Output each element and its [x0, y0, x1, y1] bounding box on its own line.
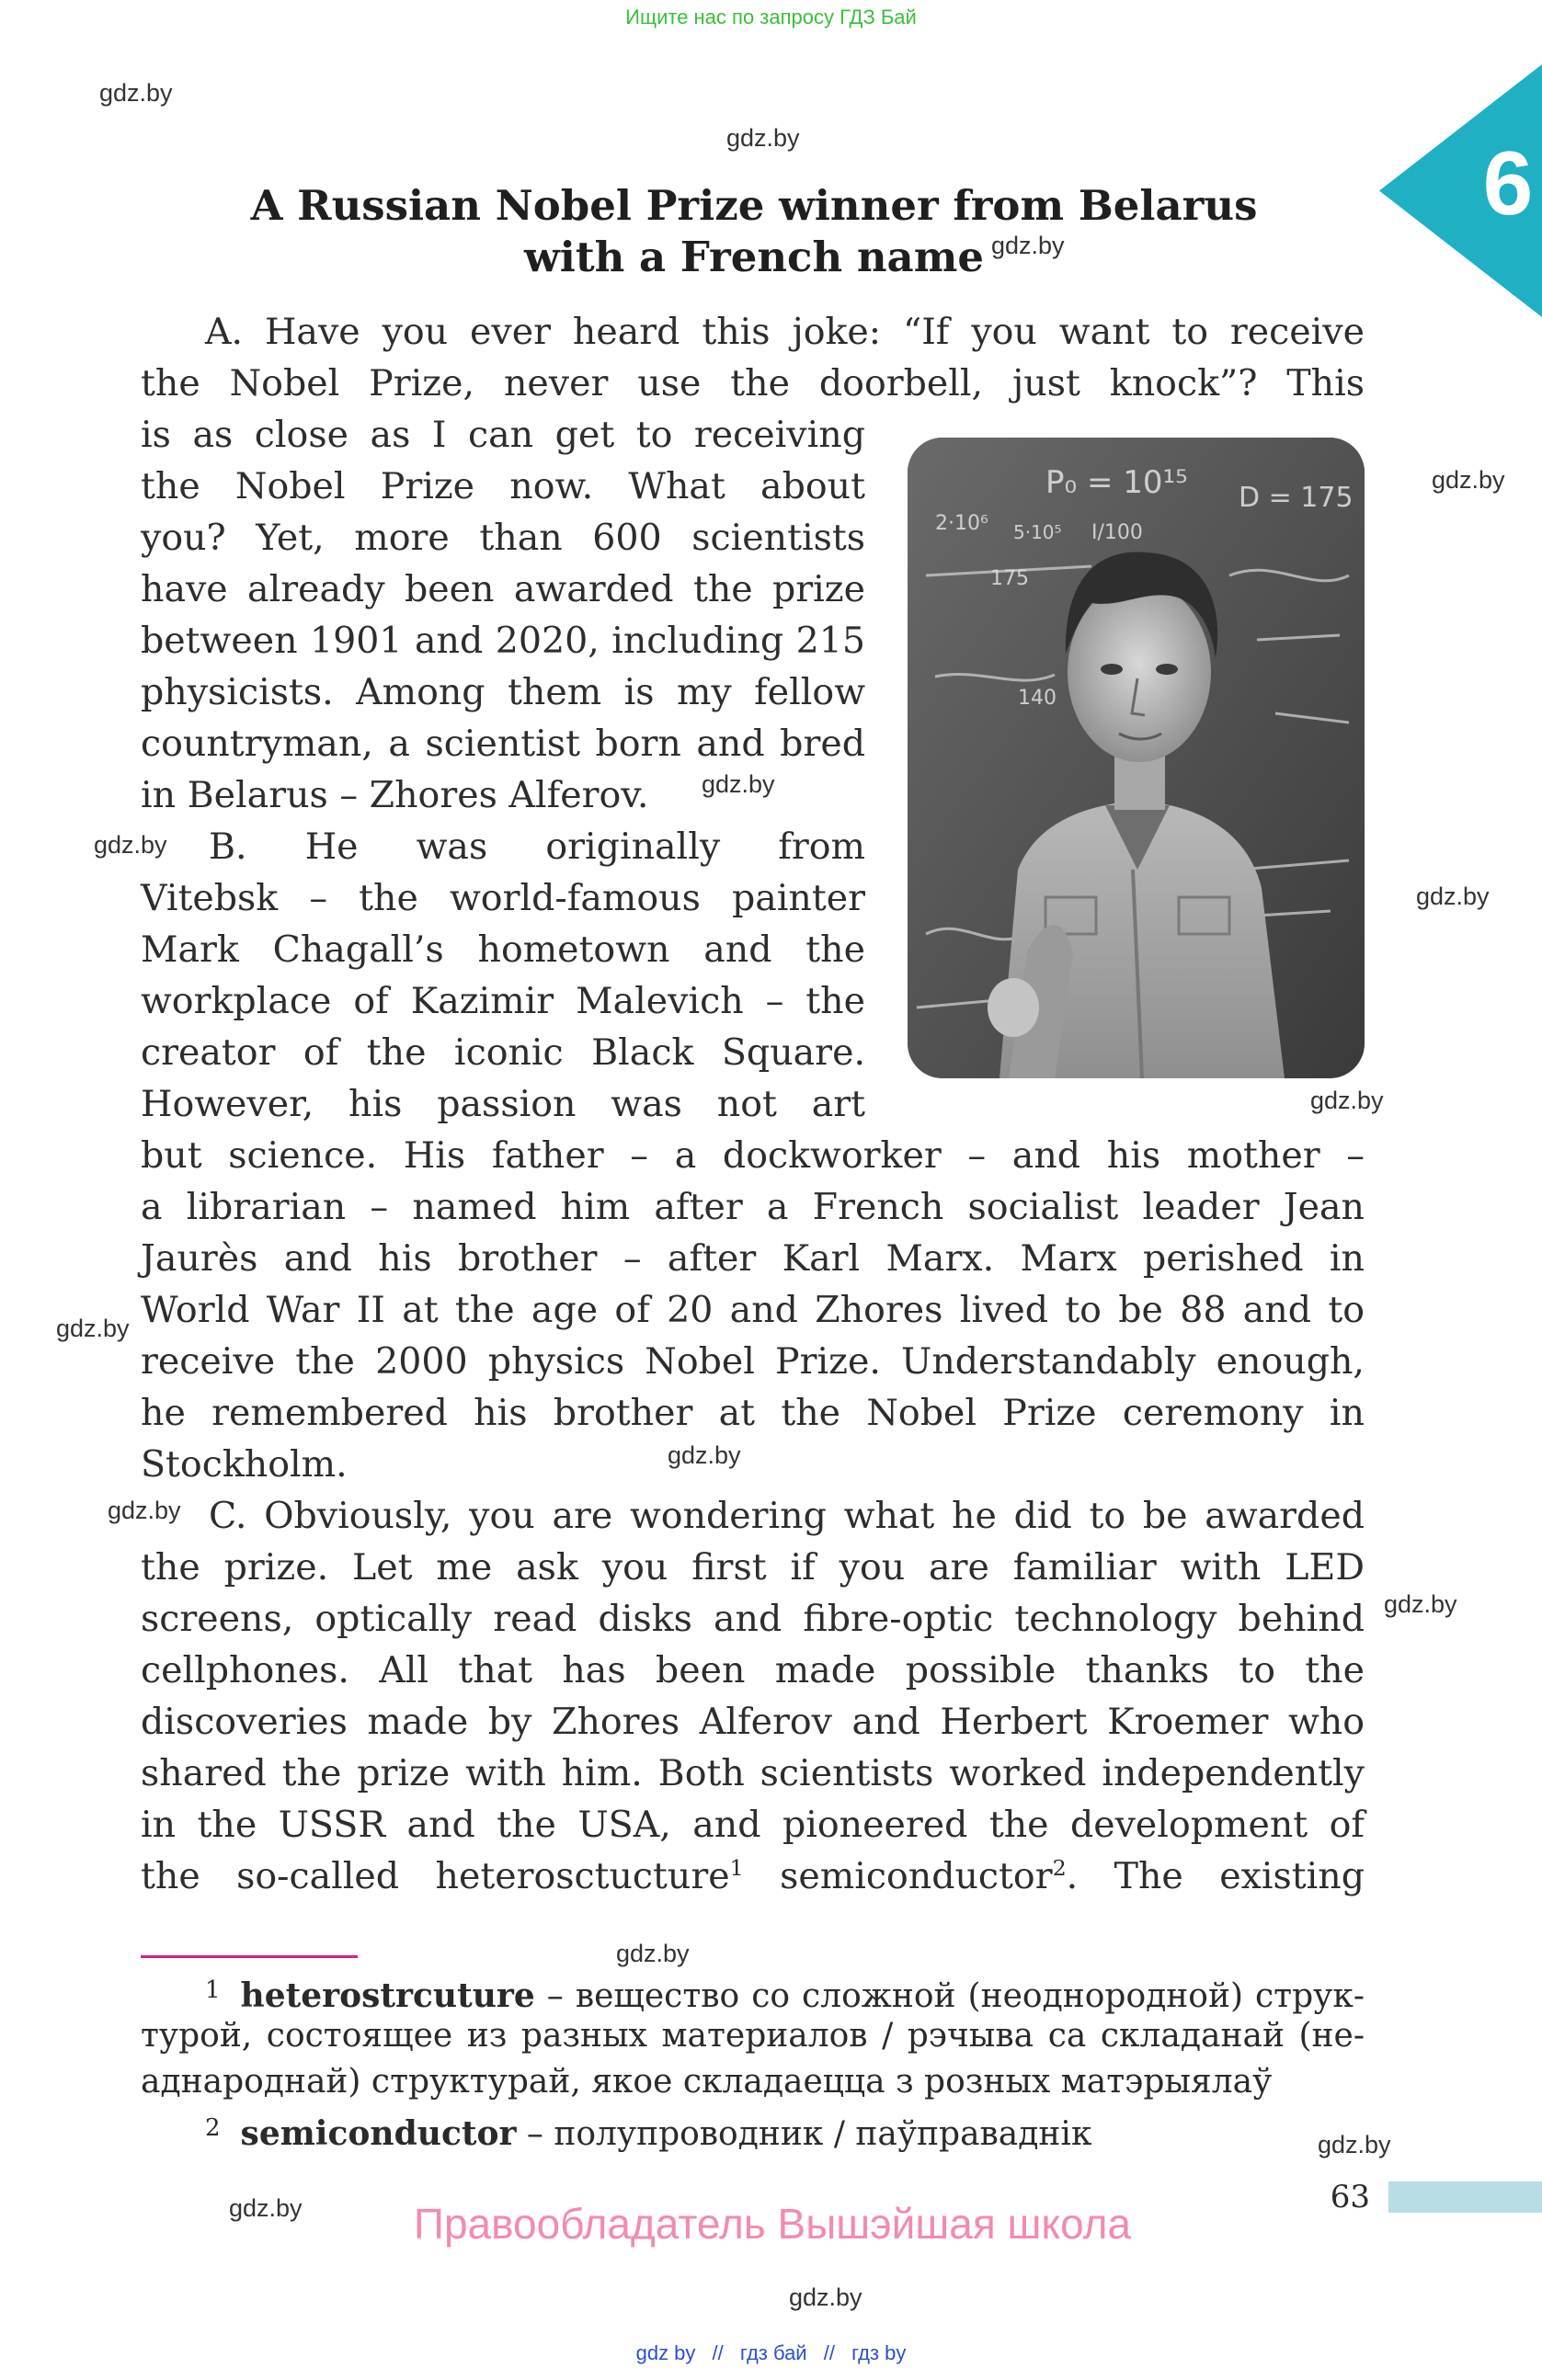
- text-line: physicists. Among them is my fellow: [141, 671, 865, 713]
- board-writing: 5·10⁵: [1013, 521, 1062, 543]
- watermark: gdz.by: [229, 2194, 303, 2222]
- watermark: gdz.by: [94, 831, 167, 859]
- footnote-ref: 1: [729, 1854, 744, 1881]
- body-text: [141, 306, 1365, 1902]
- footnote-2: $^2$ semiconductor – полупроводник / паўправаднік: [205, 2114, 1092, 2153]
- title-line-2: with a French name: [524, 233, 984, 281]
- watermark: gdz.by: [668, 1441, 741, 1469]
- text-line: discoveries made by Zhores Alferov and Herbert Kroemer who: [141, 1701, 1365, 1743]
- text-line: in the USSR and the USA, and pioneered the development of: [141, 1804, 1365, 1846]
- text-line: the Nobel Prize now. What about: [141, 465, 865, 507]
- bottom-link[interactable]: гдз бай: [739, 2341, 807, 2364]
- text-line: Jaurès and his brother – after Karl Marx. Marx perished in: [141, 1237, 1365, 1280]
- page-number: 63: [1330, 2179, 1370, 2215]
- text-line: you? Yet, more than 600 scientists: [141, 517, 865, 559]
- top-banner: Ищите нас по запросу ГДЗ Бай: [625, 6, 917, 28]
- bottom-links: [0, 2341, 1542, 2365]
- text-line: workplace of Kazimir Malevich – the: [141, 980, 865, 1022]
- footnote-ref: 2: [1052, 1854, 1067, 1881]
- text-line: countryman, a scientist born and bred: [141, 723, 865, 765]
- footnote-1: $^1$ heterostrcuture – вещество со сложной (неоднородной) струк-: [205, 1976, 1365, 2015]
- watermark: gdz.by: [1416, 883, 1490, 910]
- board-writing: P₀ = 10¹⁵: [1045, 464, 1188, 501]
- footnote-divider: [141, 1955, 358, 1958]
- publisher-notice: Правообладатель Вышэйшая школа: [413, 2200, 1132, 2248]
- text-line: World War II at the age of 20 and Zhores lived to be 88 and to: [141, 1289, 1365, 1331]
- text-line: creator of the iconic Black Square.: [141, 1031, 865, 1074]
- text-line: the Nobel Prize, never use the doorbell, just knock”? This: [141, 362, 1365, 404]
- bottom-link-separator: //: [823, 2341, 835, 2364]
- footnote-term: heterostrcuture: [240, 1976, 535, 2015]
- bottom-link[interactable]: гдз by: [851, 2341, 907, 2364]
- page-title: [138, 180, 1370, 283]
- text-line: but science. His father – a dockworker – and his mother –: [141, 1134, 1365, 1177]
- text-line: between 1901 and 2020, including 215: [141, 620, 865, 662]
- text-line: the prize. Let me ask you first if you are familiar with LED: [141, 1546, 1365, 1589]
- watermark: gdz.by: [56, 1315, 130, 1342]
- watermark: gdz.by: [789, 2283, 862, 2311]
- watermark: gdz.by: [702, 770, 775, 798]
- board-writing: 2·10⁶: [935, 512, 988, 535]
- text-line: Stockholm.: [141, 1443, 348, 1486]
- text-line: A. Have you ever heard this joke: “If you want to receive: [205, 311, 1365, 353]
- watermark: gdz.by: [1318, 2131, 1391, 2158]
- board-writing: 140: [1018, 687, 1057, 710]
- text-line: B. He was originally from: [209, 826, 865, 868]
- watermark: gdz.by: [1310, 1087, 1384, 1114]
- text-line: is as close as I can get to receiving: [141, 414, 865, 456]
- watermark: gdz.by: [108, 1497, 181, 1524]
- text-line: the so-called heterosctucture$^1$ semiconductor$^2$. The existing: [141, 1854, 1365, 1897]
- board-writing: D = 175: [1239, 482, 1354, 514]
- footnote-1-cont: аднароднай) структурай, якое складаецца з розных матэрыялаў: [141, 2063, 1273, 2101]
- text-line: in Belarus – Zhores Alferov.: [141, 774, 649, 816]
- bottom-link-separator: //: [712, 2341, 724, 2364]
- watermark: gdz.by: [991, 232, 1065, 259]
- watermark: gdz.by: [616, 1940, 690, 1967]
- text-line: C. Obviously, you are wondering what he did to be awarded: [209, 1495, 1365, 1537]
- text-line: Vitebsk – the world-famous painter: [141, 877, 865, 919]
- text-line: However, his passion was not art: [141, 1083, 865, 1125]
- text-line: he remembered his brother at the Nobel Prize ceremony in: [141, 1392, 1365, 1434]
- watermark: gdz.by: [1432, 466, 1505, 494]
- text-line: screens, optically read disks and fibre-optic technology behind: [141, 1598, 1365, 1640]
- text-line: cellphones. All that has been made possible thanks to the: [141, 1649, 1365, 1691]
- footnote-term: semiconductor: [240, 2114, 517, 2153]
- text-line: receive the 2000 physics Nobel Prize. Understandably enough,: [141, 1340, 1365, 1383]
- text-line: a librarian – named him after a French socialist leader Jean: [141, 1186, 1365, 1228]
- footnotes: [141, 1967, 1365, 2151]
- title-line-1: A Russian Nobel Prize winner from Belarus: [250, 181, 1258, 230]
- text-line: Mark Chagall’s hometown and the: [141, 928, 865, 971]
- board-writing: I/100: [1091, 521, 1143, 544]
- board-writing: 175: [990, 567, 1029, 590]
- watermark: gdz.by: [1384, 1590, 1457, 1618]
- text-line: shared the prize with him. Both scientists worked independently: [141, 1752, 1365, 1794]
- bottom-link[interactable]: gdz by: [635, 2341, 696, 2364]
- watermark: gdz.by: [726, 124, 800, 152]
- text-line: have already been awarded the prize: [141, 568, 865, 610]
- chapter-number: 6: [1482, 132, 1534, 233]
- watermark: gdz.by: [99, 79, 173, 107]
- page-number-bar: [1388, 2181, 1542, 2213]
- footnote-1-cont: турой, состоящее из разных материалов / рэчыва са складанай (не-: [141, 2017, 1365, 2055]
